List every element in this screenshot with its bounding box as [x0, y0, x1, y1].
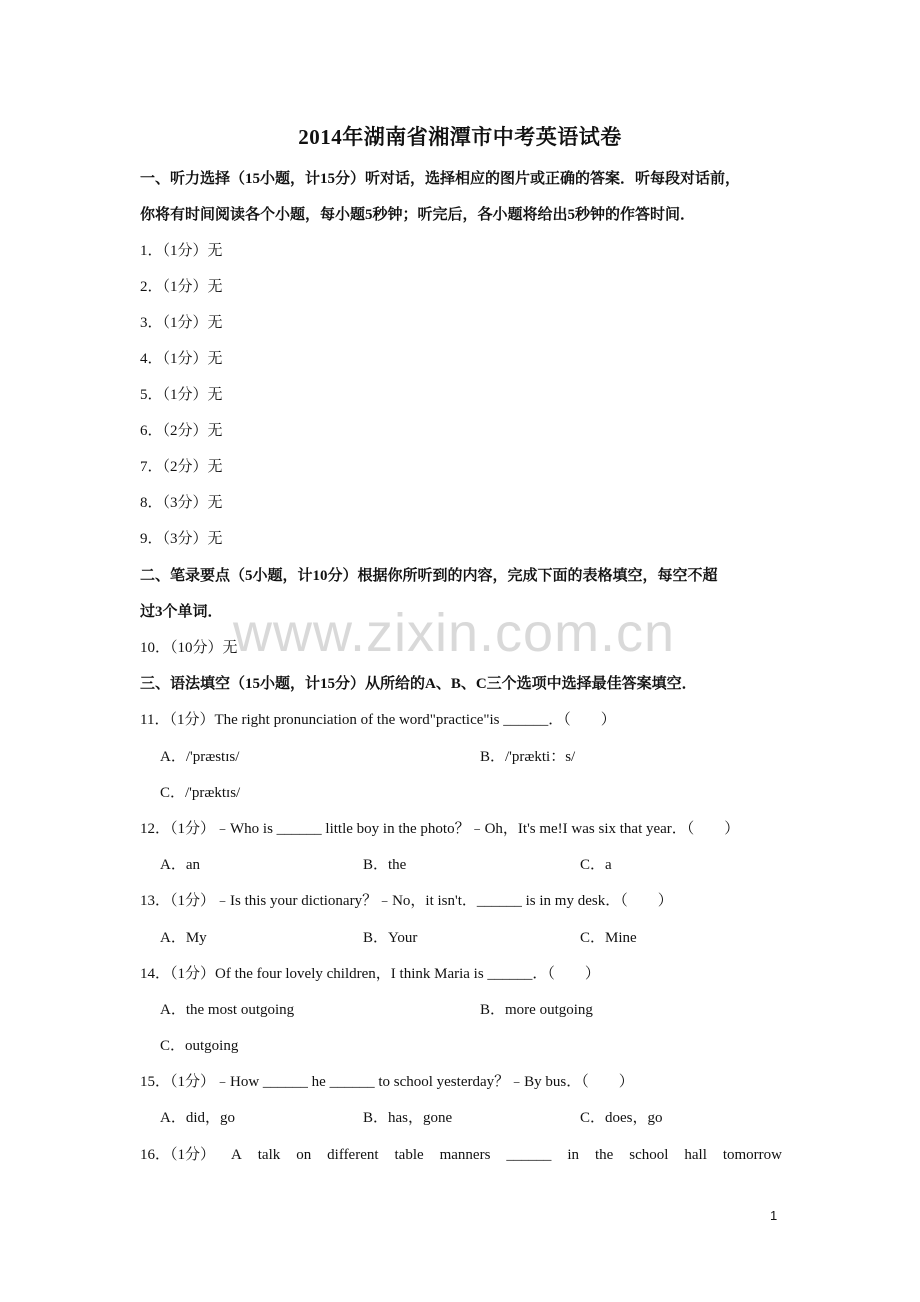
q16-word: manners	[439, 1147, 491, 1163]
q16-word: school	[629, 1147, 669, 1163]
question-stem: 13．（1分）﹣Is this your dictionary？﹣No，it isn't．______ is in my desk．（ ）	[140, 893, 673, 909]
section1-instruction-line2: 你将有时间阅读各个小题，每小题5秒钟；听完后，各小题将给出5秒钟的作答时间．	[140, 207, 696, 223]
q16-word: in	[567, 1147, 580, 1163]
watermark: www.zixin.com.cn	[233, 603, 676, 663]
question-item: 9．（3分）无	[140, 531, 223, 547]
page-title: 2014年湖南省湘潭市中考英语试卷	[298, 125, 622, 149]
section3-instruction: 三、语法填空（15小题，计15分）从所给的A、B、C三个选项中选择最佳答案填空．	[140, 676, 697, 692]
option-a: A．an	[160, 857, 200, 873]
option-b: B．/'prækti：s/	[480, 749, 576, 765]
question-item: 1．（1分）无	[140, 243, 223, 259]
q16-word: table	[394, 1147, 424, 1163]
question-stem: 12．（1分）﹣Who is ______ little boy in the photo？﹣Oh，It's me!I was six that year．（ ）	[140, 821, 740, 837]
question-item: 7．（2分）无	[140, 459, 223, 475]
q16-word: different	[327, 1147, 379, 1163]
option-b: B．the	[363, 857, 407, 873]
q16-word: talk	[257, 1147, 281, 1163]
question-item: 8．（3分）无	[140, 495, 223, 511]
question-item: 6．（2分）无	[140, 423, 223, 439]
option-a: A．My	[160, 930, 207, 946]
option-a: A．/'præstɪs/	[160, 749, 240, 765]
question-stem: 14．（1分）Of the four lovely children，I think Maria is ______．（ ）	[140, 966, 600, 982]
q16-word: 16．（1分）	[140, 1147, 216, 1163]
option-c: C．Mine	[580, 930, 637, 946]
q16-word: A	[230, 1147, 242, 1163]
q16-word: tomorrow	[722, 1147, 782, 1163]
option-b: B．more outgoing	[480, 1002, 593, 1018]
q16-word: on	[296, 1147, 312, 1163]
question-stem: 11．（1分）The right pronunciation of the word"practice"is ______．（ ）	[140, 712, 616, 728]
page-number: 1	[770, 1208, 778, 1223]
question-stem-justified	[140, 1145, 782, 1165]
q16-word: hall	[684, 1147, 707, 1163]
question-item: 2．（1分）无	[140, 279, 223, 295]
q16-word: ______	[506, 1147, 552, 1163]
question-item: 3．（1分）无	[140, 315, 223, 331]
option-a: A．the most outgoing	[160, 1002, 295, 1018]
option-c: C．a	[580, 857, 612, 873]
option-c: C．outgoing	[160, 1038, 239, 1054]
option-c: C．does，go	[580, 1110, 663, 1126]
q16-word: the	[594, 1147, 614, 1163]
section1-instruction-line1: 一、听力选择（15小题，计15分）听对话，选择相应的图片或正确的答案．听每段对话前，	[140, 171, 741, 187]
question-stem: 15．（1分）﹣How ______ he ______ to school yesterday？﹣By bus．（ ）	[140, 1074, 634, 1090]
option-c: C．/'præktɪs/	[160, 785, 241, 801]
question-item: 5．（1分）无	[140, 387, 223, 403]
option-a: A．did，go	[160, 1110, 236, 1126]
option-b: B．has，gone	[363, 1110, 453, 1126]
question-item: 4．（1分）无	[140, 351, 223, 367]
question-item: 10．（10分）无	[140, 640, 238, 656]
section2-instruction-line1: 二、笔录要点（5小题，计10分）根据你所听到的内容，完成下面的表格填空，每空不超	[140, 568, 718, 584]
option-b: B．Your	[363, 930, 418, 946]
section2-instruction-line2: 过3个单词．	[140, 604, 223, 620]
